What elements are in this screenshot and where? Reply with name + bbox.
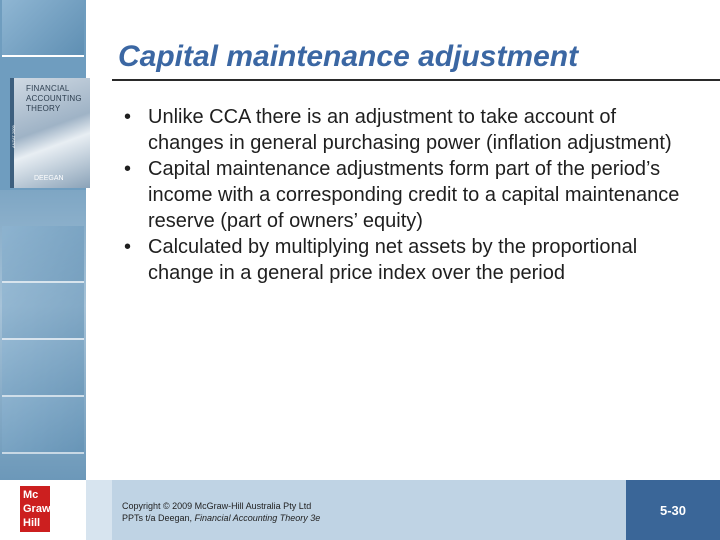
bullet-symbol: • bbox=[124, 106, 132, 128]
bullet-symbol: • bbox=[124, 236, 132, 258]
sidebar-tile bbox=[2, 397, 84, 454]
copyright-line-2 bbox=[122, 512, 320, 524]
bullet-text: Unlike CCA there is an adjustment to take account of changes in general purchasing power (inflation adjustment) bbox=[148, 106, 672, 154]
sidebar-tile bbox=[2, 283, 84, 340]
slide-title: Capital maintenance adjustment bbox=[118, 40, 579, 73]
sidebar-tile bbox=[2, 340, 84, 397]
bullet-item bbox=[124, 104, 694, 156]
bullet-item bbox=[124, 234, 694, 286]
page-number: 5-30 bbox=[626, 480, 720, 540]
book-cover-title: FINANCIAL ACCOUNTING THEORY bbox=[26, 84, 82, 113]
sidebar-decoration bbox=[0, 0, 86, 480]
book-cover-image bbox=[10, 78, 90, 188]
publisher-logo bbox=[0, 480, 86, 540]
copyright-line-1: Copyright © 2009 McGraw-Hill Australia Pty Ltd bbox=[122, 501, 312, 511]
book-cover-author: DEEGAN bbox=[34, 175, 64, 182]
bullet-list bbox=[124, 104, 694, 286]
copyright-notice bbox=[122, 500, 320, 524]
copyright-line-2-prefix: PPTs t/a Deegan, bbox=[122, 513, 195, 523]
sidebar-tile bbox=[2, 226, 84, 283]
sidebar-tile bbox=[2, 0, 84, 57]
footer-bar bbox=[112, 480, 626, 540]
title-divider bbox=[112, 79, 720, 81]
book-title-citation: Financial Accounting Theory 3e bbox=[194, 513, 321, 523]
bullet-text: Capital maintenance adjustments form part of the period’s income with a corresponding credit to a capital maintenance reserve (part of owners’ equity) bbox=[148, 158, 680, 232]
bullet-text: Calculated by multiplying net assets by the proportional change in a general price index over the period bbox=[148, 236, 638, 284]
slide-footer bbox=[0, 480, 720, 540]
mcgraw-hill-logo: Mc Graw Hill bbox=[20, 486, 50, 532]
book-cover-spine-text: ANZAT 2009 bbox=[11, 125, 16, 148]
footer-bar-edge bbox=[86, 480, 112, 540]
bullet-item bbox=[124, 156, 694, 234]
bullet-symbol: • bbox=[124, 158, 132, 180]
